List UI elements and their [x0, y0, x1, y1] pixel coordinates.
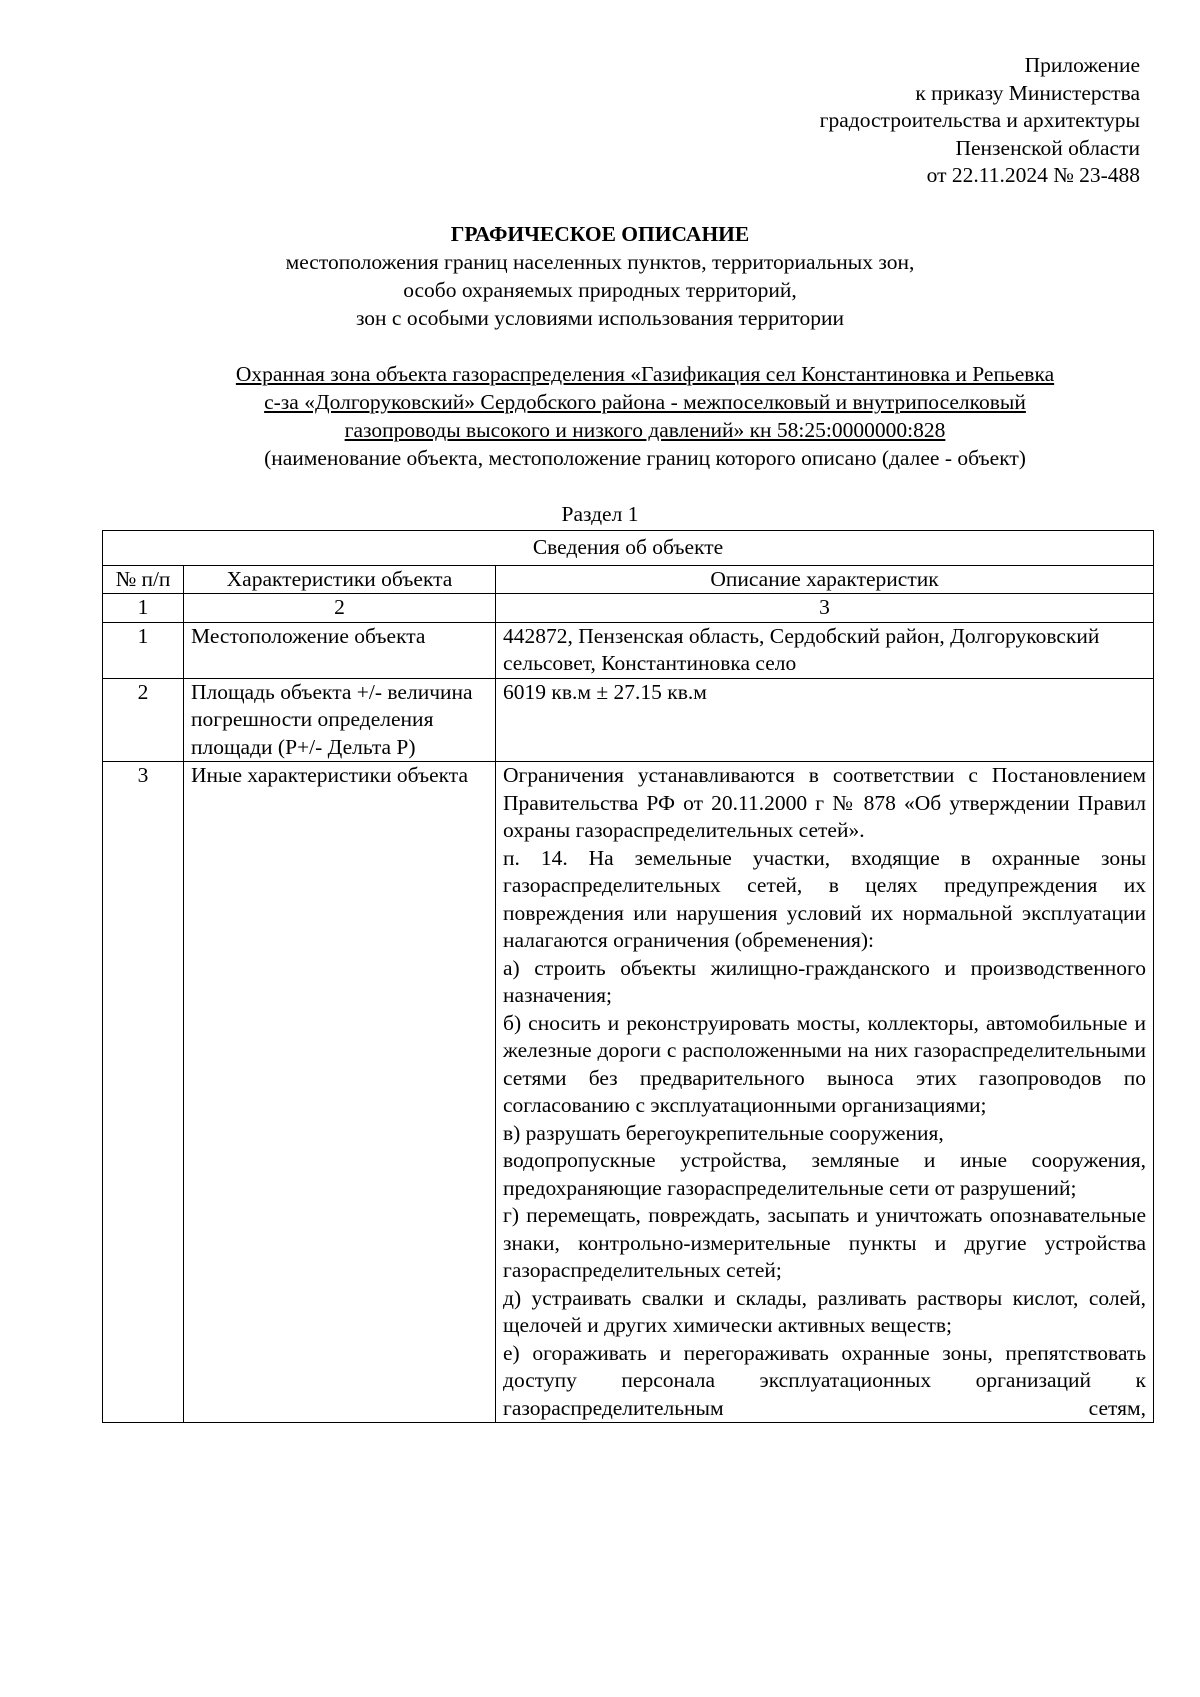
object-name-line: Охранная зона объекта газораспределения «Газификация сел Константиновка и Репьевка	[235, 362, 1055, 386]
description-paragraph: Ограничения устанавливаются в соответствии с Постановлением Правительства РФ от 20.11.2000 г № 878 «Об утверждении Правил охраны газораспределительных сетей».	[503, 763, 1147, 842]
table-row	[103, 762, 1154, 1423]
document-subtitle-line: зон с особыми условиями использования территории	[355, 306, 845, 330]
description-paragraph: водопропускные устройства, земляные и иные сооружения, предохраняющие газораспределительные сети от разрушений;	[503, 1148, 1147, 1200]
table-column-numbers-row	[103, 594, 1154, 623]
description-paragraph: д) устраивать свалки и склады, разливать растворы кислот, солей, щелочей и других химически активных веществ;	[503, 1285, 1147, 1337]
appendix-line: Приложение	[1024, 53, 1140, 77]
table-title-row	[103, 531, 1154, 566]
appendix-block	[820, 52, 1140, 190]
column-header: № п/п	[103, 565, 184, 594]
row-description: 442872, Пензенская область, Сердобский район, Долгоруковский сельсовет, Константиновка село	[496, 622, 1154, 678]
row-characteristic: Иные характеристики объекта	[184, 762, 496, 1423]
document-subtitle-line: особо охраняемых природных территорий,	[403, 278, 797, 302]
object-info-table	[102, 530, 1154, 1423]
object-name-block	[100, 360, 1190, 472]
table-header-row	[103, 565, 1154, 594]
description-paragraph: п. 14. На земельные участки, входящие в охранные зоны газораспределительных сетей, в целях предупреждения их повреждения или нарушения условий их нормальной эксплуатации налагаются ограничения (обременения):	[503, 845, 1147, 952]
description-paragraph: б) сносить и реконструировать мосты, коллекторы, автомобильные и железные дороги с расположенными на них газораспределительными сетями без предварительного выноса этих газопроводов по согласованию с эксплуатационными организациями;	[503, 1010, 1147, 1117]
document-heading	[0, 220, 1200, 332]
table-row	[103, 622, 1154, 678]
column-header: Характеристики объекта	[184, 565, 496, 594]
appendix-line: к приказу Министерства	[915, 80, 1140, 105]
appendix-line: Пензенской области	[955, 135, 1140, 160]
object-name-caption: (наименование объекта, местоположение границ которого описано (далее - объект)	[264, 446, 1026, 470]
object-name-line: с-за «Долгоруковский» Сердобского района - межпоселковый и внутрипоселковый	[264, 390, 1026, 414]
row-description: 6019 кв.м ± 27.15 кв.м	[496, 678, 1154, 762]
row-description	[496, 762, 1154, 1423]
row-number: 1	[103, 622, 184, 678]
appendix-line: от 22.11.2024 № 23-488	[926, 163, 1140, 187]
row-number: 2	[103, 678, 184, 762]
appendix-line: градостроительства и архитектуры	[819, 108, 1140, 132]
description-paragraph: в) разрушать берегоукрепительные сооружения,	[503, 1120, 944, 1145]
document-title: ГРАФИЧЕСКОЕ ОПИСАНИЕ	[450, 222, 750, 246]
description-paragraph: г) перемещать, повреждать, засыпать и уничтожать опознавательные знаки, контрольно-измерительные пункты и другие устройства газораспределительных сетей;	[503, 1203, 1147, 1282]
row-characteristic: Площадь объекта +/- величина погрешности определения площади (Р+/- Дельта Р)	[184, 678, 496, 762]
description-paragraph: а) строить объекты жилищно-гражданского и производственного назначения;	[503, 955, 1147, 1007]
table-row	[103, 678, 1154, 762]
column-number: 1	[103, 594, 184, 623]
column-number: 2	[184, 594, 496, 623]
document-subtitle-line: местоположения границ населенных пунктов, территориальных зон,	[285, 250, 915, 274]
table-title: Сведения об объекте	[103, 531, 1154, 566]
description-paragraph: е) огораживать и перегораживать охранные зоны, препятствовать доступу персонала эксплуатационных организаций к газораспределительным сетям,	[503, 1340, 1147, 1420]
object-name-line: газопроводы высокого и низкого давлений» кн 58:25:0000000:828	[344, 418, 946, 442]
row-characteristic: Местоположение объекта	[184, 622, 496, 678]
row-number: 3	[103, 762, 184, 1423]
section-label: Раздел 1	[561, 502, 639, 526]
column-header: Описание характеристик	[496, 565, 1154, 594]
column-number: 3	[496, 594, 1154, 623]
